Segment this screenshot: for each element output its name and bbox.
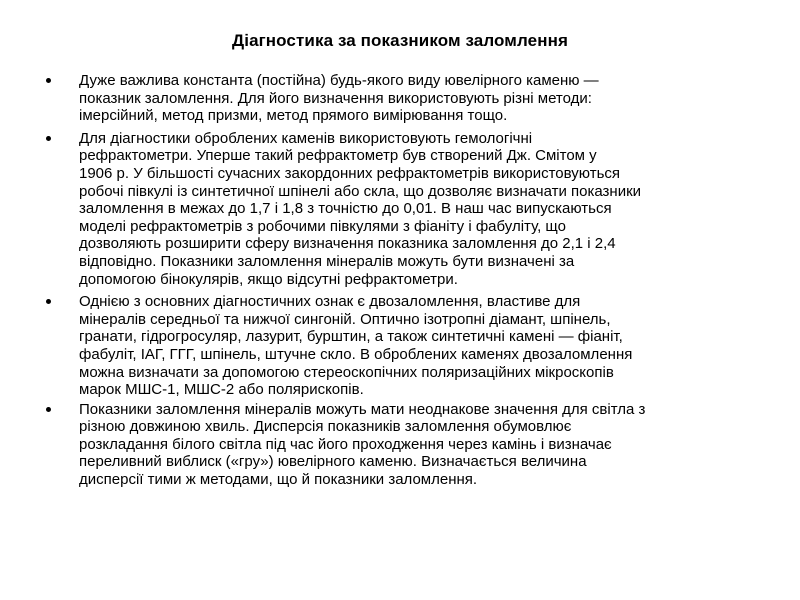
bullet-line: Для діагностики оброблених каменів використовують гемологічні bbox=[79, 129, 533, 147]
bullet-line: заломлення в межах до 1,7 і 1,8 з точністю до 0,01. В наш час випускаються bbox=[79, 200, 612, 218]
bullet-item-dispersion bbox=[0, 401, 800, 489]
bullet-line: розкладання білого світла під час його проходження через камінь і визначає bbox=[79, 435, 612, 453]
bullet-line: Показники заломлення мінералів можуть мати неоднакове значення для світла з bbox=[79, 400, 646, 418]
bullet-line: можна визначати за допомогою стереоскопічних поляризаційних мікроскопів bbox=[79, 363, 614, 381]
bullet-line: дозволяють розширити сферу визначення показника заломлення до 2,1 і 2,4 bbox=[79, 235, 616, 253]
bullet-line: різною довжиною хвиль. Дисперсія показників заломлення обумовлює bbox=[79, 418, 572, 436]
bullet-line: гранати, гідрогросуляр, лазурит, бурштин, а також синтетичні камені — фіаніт, bbox=[79, 328, 623, 346]
bullet-line: імерсійний, метод призми, метод прямого вимірювання тощо. bbox=[79, 107, 508, 125]
slide-title: Діагностика за показником заломлення bbox=[232, 31, 568, 50]
bullet-line: допомогою бінокулярів, якщо відсутні рефрактометри. bbox=[79, 270, 458, 288]
bullet-dot-icon bbox=[46, 407, 51, 412]
bullet-dot-icon bbox=[46, 136, 51, 141]
bullet-line: переливний виблиск («гру») ювелірного каменю. Визначається величина bbox=[79, 453, 587, 471]
bullet-text bbox=[79, 293, 770, 399]
bullet-item-refractometers bbox=[0, 130, 800, 288]
bullet-line: мінералів середньої та нижчої сингоній. Оптично ізотропні діамант, шпінель, bbox=[79, 310, 611, 328]
bullet-text bbox=[79, 72, 770, 125]
bullet-line: 1906 р. У більшості сучасних закордонних рефрактометрів використовуються bbox=[79, 164, 621, 182]
bullet-line: показник заломлення. Для його визначення використовують різні методи: bbox=[79, 89, 592, 107]
bullet-line: марок МШС-1, МШС-2 або полярископів. bbox=[79, 381, 364, 399]
bullet-line: дисперсії тими ж методами, що й показники заломлення. bbox=[79, 471, 478, 489]
bullet-list bbox=[0, 72, 800, 494]
bullet-line: Дуже важлива константа (постійна) будь-якого виду ювелірного каменю — bbox=[79, 72, 599, 89]
bullet-text bbox=[79, 130, 770, 288]
bullet-text bbox=[79, 401, 770, 489]
bullet-dot-icon bbox=[46, 299, 51, 304]
bullet-line: робочі півкулі із синтетичної шпінелі або скла, що дозволяє визначати показники bbox=[79, 182, 642, 200]
bullet-line: моделі рефрактометрів з робочими півкулями з фіаніту і фабуліту, що bbox=[79, 217, 566, 235]
bullet-line: відповідно. Показники заломлення мінералів можуть бути визначені за bbox=[79, 252, 575, 270]
bullet-item-birefringence bbox=[0, 293, 800, 399]
bullet-line: Однією з основних діагностичних ознак є двозаломлення, властиве для bbox=[79, 293, 581, 311]
bullet-dot-icon bbox=[46, 78, 51, 83]
bullet-item-refraction-constant bbox=[0, 72, 800, 125]
bullet-line: рефрактометри. Уперше такий рефрактометр був створений Дж. Смітом у bbox=[79, 147, 597, 165]
bullet-line: фабуліт, ІАГ, ГГГ, шпінель, штучне скло. В оброблених каменях двозаломлення bbox=[79, 345, 633, 363]
